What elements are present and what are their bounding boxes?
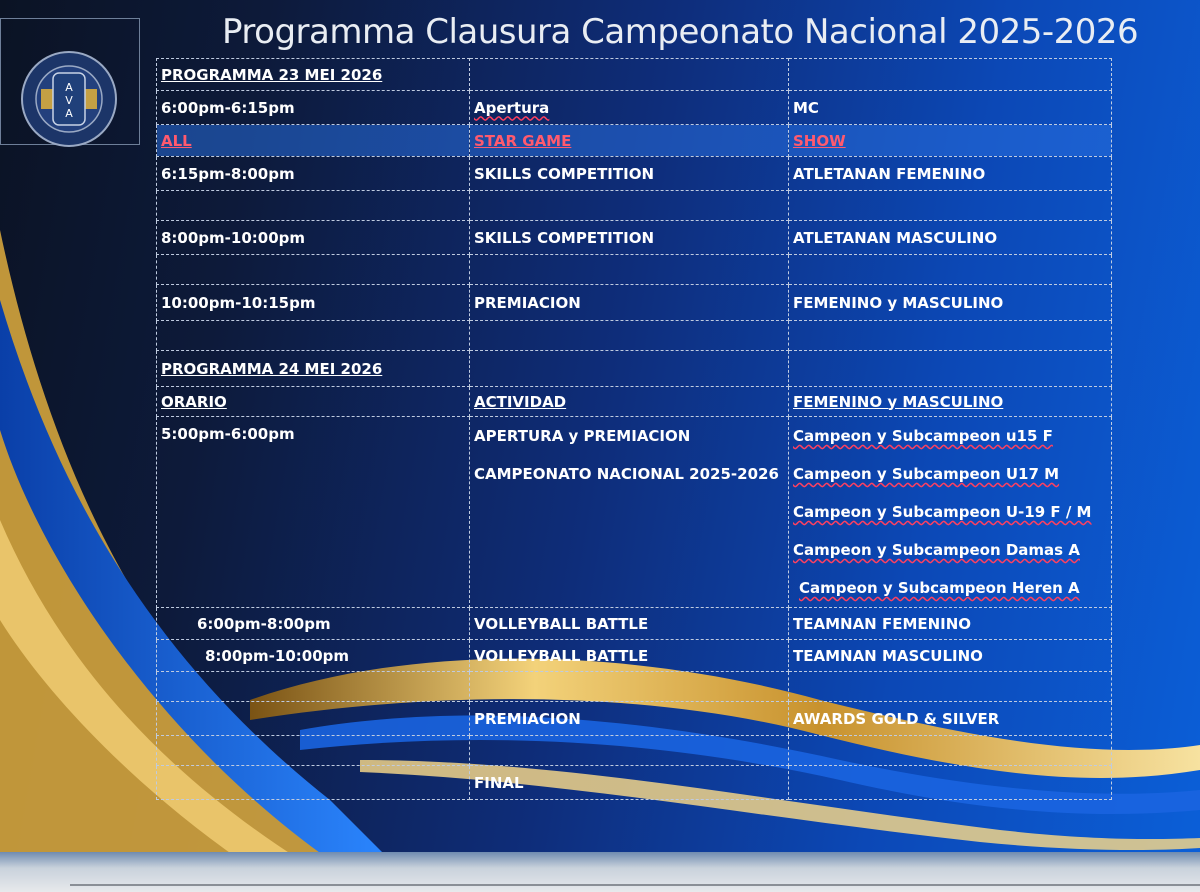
table-row <box>157 221 1112 255</box>
time-cell: 6:00pm-8:00pm <box>157 608 470 640</box>
detail-cell: MC <box>789 91 1112 125</box>
table-row-empty <box>157 736 1112 766</box>
table-row <box>157 608 1112 640</box>
table-row <box>157 640 1112 672</box>
activity-cell: VOLLEYBALL BATTLE <box>470 640 789 672</box>
table-row-empty <box>157 672 1112 702</box>
detail-cell: FEMENINO y MASCULINO <box>789 285 1112 321</box>
column-header-activity: ACTIVIDAD <box>470 387 789 417</box>
detail-cell <box>789 766 1112 800</box>
time-cell: 8:00pm-10:00pm <box>157 221 470 255</box>
table-row <box>157 702 1112 736</box>
table-row-empty <box>157 321 1112 351</box>
activity-cell: PREMIACION <box>470 702 789 736</box>
table-row-empty <box>157 191 1112 221</box>
detail-cell: TEAMNAN FEMENINO <box>789 608 1112 640</box>
table-row <box>157 285 1112 321</box>
table-row-empty <box>157 255 1112 285</box>
day2-heading: PROGRAMMA 24 MEI 2026 <box>157 351 470 387</box>
table-row <box>157 157 1112 191</box>
detail-cell: SHOW <box>789 125 1112 157</box>
detail-line: Campeon y Subcampeon u15 F <box>793 427 1053 445</box>
detail-cell <box>789 417 1112 608</box>
table-row <box>157 351 1112 387</box>
activity-cell: STAR GAME <box>470 125 789 157</box>
table-row <box>157 766 1112 800</box>
time-cell <box>157 766 470 800</box>
table-row <box>157 59 1112 91</box>
activity-line: APERTURA y PREMIACION <box>474 427 691 445</box>
detail-cell: TEAMNAN MASCULINO <box>789 640 1112 672</box>
time-cell: 6:00pm-6:15pm <box>157 91 470 125</box>
detail-cell: AWARDS GOLD & SILVER <box>789 702 1112 736</box>
activity-cell: SKILLS COMPETITION <box>470 221 789 255</box>
activity-cell: SKILLS COMPETITION <box>470 157 789 191</box>
monitor-bezel <box>0 852 1200 892</box>
time-cell: ALL <box>157 125 470 157</box>
day1-heading: PROGRAMMA 23 MEI 2026 <box>157 59 470 91</box>
time-cell: 6:15pm-8:00pm <box>157 157 470 191</box>
association-logo <box>19 49 119 149</box>
activity-cell: FINAL <box>470 766 789 800</box>
column-header-time: ORARIO <box>157 387 470 417</box>
logo-letter-1: A <box>65 81 73 94</box>
activity-cell <box>470 417 789 608</box>
table-row-highlight <box>157 125 1112 157</box>
time-cell: 10:00pm-10:15pm <box>157 285 470 321</box>
schedule-table <box>156 58 1112 800</box>
table-header-row <box>157 387 1112 417</box>
detail-line: Campeon y Subcampeon Damas A <box>793 541 1080 559</box>
time-cell: 8:00pm-10:00pm <box>157 640 470 672</box>
detail-line: Campeon y Subcampeon U-19 F / M <box>793 503 1092 521</box>
activity-cell: Apertura <box>470 91 789 125</box>
detail-line: Campeon y Subcampeon U17 M <box>793 465 1060 483</box>
time-cell: 5:00pm-6:00pm <box>157 417 470 608</box>
detail-line: Campeon y Subcampeon Heren A <box>799 579 1080 597</box>
activity-cell: VOLLEYBALL BATTLE <box>470 608 789 640</box>
table-row-block <box>157 417 1112 608</box>
column-header-detail: FEMENINO y MASCULINO <box>789 387 1112 417</box>
detail-cell: ATLETANAN MASCULINO <box>789 221 1112 255</box>
logo-letter-2: V <box>65 94 73 107</box>
activity-cell: PREMIACION <box>470 285 789 321</box>
logo-frame <box>0 18 140 145</box>
time-cell <box>157 702 470 736</box>
table-row <box>157 91 1112 125</box>
activity-line: CAMPEONATO NACIONAL 2025-2026 <box>474 465 779 483</box>
detail-cell: ATLETANAN FEMENINO <box>789 157 1112 191</box>
page-title: Programma Clausura Campeonato Nacional 2025-2026 <box>222 12 1139 52</box>
logo-letter-3: A <box>65 107 73 120</box>
bezel-line <box>70 884 1200 886</box>
